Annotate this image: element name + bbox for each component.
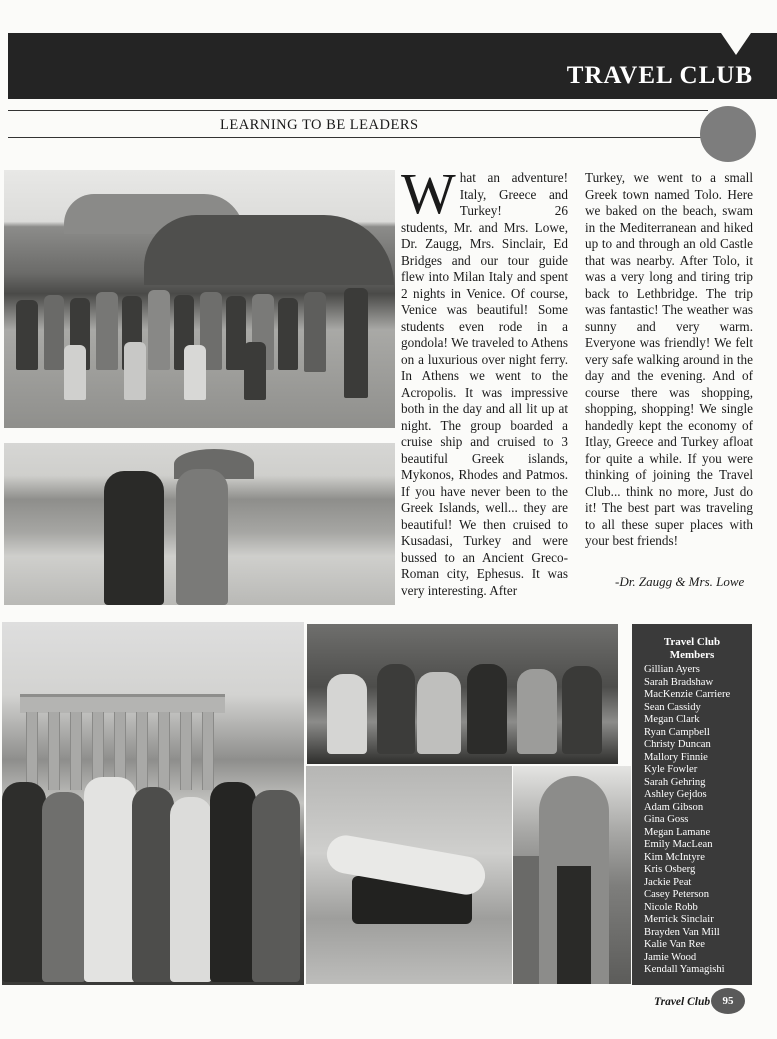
member-name: MacKenzie Carriere [644, 689, 731, 700]
member-name: Jackie Peat [644, 876, 692, 888]
member-name: Gillian Ayers [644, 664, 700, 675]
article-column-1 [401, 161, 568, 599]
member-name: Adam Gibson [644, 801, 704, 813]
member-name: Megan Lamane [644, 826, 711, 838]
member-name: Kris Osberg [644, 864, 696, 875]
article-text-1: hat an adventure! Italy, Greece and Turkey! 26 students, Mr. and Mrs. Lowe, Dr. Zaugg, Mrs. Sinclair, Ed Bridges and our tour guide flew into Milan Italy and spent 2 nights in Venice. Of course, Venice was beautiful! Some students even rode in a gondola! We traveled to Athens on a luxurious over night ferry. In Athens we went to the Acropolis. It was impressive both in the day and all lit up at night. The group boarded a cruise ship and cruised to 3 beautiful Greek islands, Mykonos, Rhodes and Patmos. If you have never been to the Greek Islands, well... they are beautiful! We then cruised to Kusadasi, Turkey and were bussed to an Ancient Greco- Roman city, Ephesus. It was very interesting. After [401, 170, 568, 598]
article-signature: -Dr. Zaugg & Mrs. Lowe [615, 574, 745, 589]
member-name: Kendall Yamagishi [644, 964, 725, 975]
photo-parthenon-group [2, 622, 304, 985]
header-notch [721, 33, 751, 55]
member-name: Nicole Robb [644, 901, 698, 913]
photo-athens-view [4, 443, 395, 605]
member-name: Gina Goss [644, 814, 689, 825]
divider-top [8, 110, 708, 111]
photo-dinner-table [307, 624, 618, 764]
member-name: Merrick Sinclair [644, 914, 714, 925]
page-number: 95 [711, 988, 745, 1014]
divider-bottom [8, 137, 708, 138]
photo-castle-tower [513, 766, 631, 984]
drop-cap: W [401, 161, 456, 226]
footer-section-label: Travel Club [654, 996, 711, 1008]
member-name: Casey Peterson [644, 889, 710, 900]
member-name: Sean Cassidy [644, 701, 701, 713]
members-list-box [632, 624, 752, 985]
member-name: Kyle Fowler [644, 764, 698, 775]
member-name: Kalie Van Ree [644, 939, 705, 950]
members-title-line-1: Travel Club [663, 636, 721, 648]
member-name: Emily MacLean [644, 839, 713, 850]
member-name: Jamie Wood [644, 951, 697, 963]
member-name: Ashley Gejdos [644, 789, 707, 800]
member-name: Kim McIntyre [644, 851, 705, 863]
photo-group-acropolis [4, 170, 395, 428]
article-text-2: Turkey, we went to a small Greek town named Tolo. Here we baked on the beach, swam in the Mediterranean and hiked up to and through an old Castle that was nearby. After Tolo, it was a very long and tiring trip back to Lethbridge. The trip was fantastic! The weather was sunny and very warm. Everyone was friendly! We felt very safe walking around in the day and the evening. And of course there was shopping, shopping, shopping! We single handedly kept the economy of Itlay, Greece and Turkey afloat for quite a while. If you were thinking of joining the Travel Club... think no more, Just do it! The best part was traveling to all these super places with your best friends! [585, 170, 753, 548]
section-subtitle: LEARNING TO BE LEADERS [220, 117, 419, 133]
article [401, 161, 766, 610]
photo-luggage-nap [306, 766, 512, 984]
member-name: Christy Duncan [644, 739, 711, 750]
member-name: Mallory Finnie [644, 751, 708, 763]
article-column-2 [585, 170, 753, 550]
page-title: TRAVEL CLUB [566, 62, 753, 89]
member-name: Sarah Bradshaw [644, 676, 714, 688]
members-title [632, 636, 752, 662]
members-title-line-2: Members [669, 649, 715, 661]
decorative-circle [700, 106, 756, 162]
member-name: Megan Clark [644, 714, 700, 725]
member-name: Ryan Campbell [644, 726, 710, 738]
member-name: Sarah Gehring [644, 776, 706, 788]
member-name: Brayden Van Mill [644, 926, 720, 938]
members-list [632, 664, 752, 977]
